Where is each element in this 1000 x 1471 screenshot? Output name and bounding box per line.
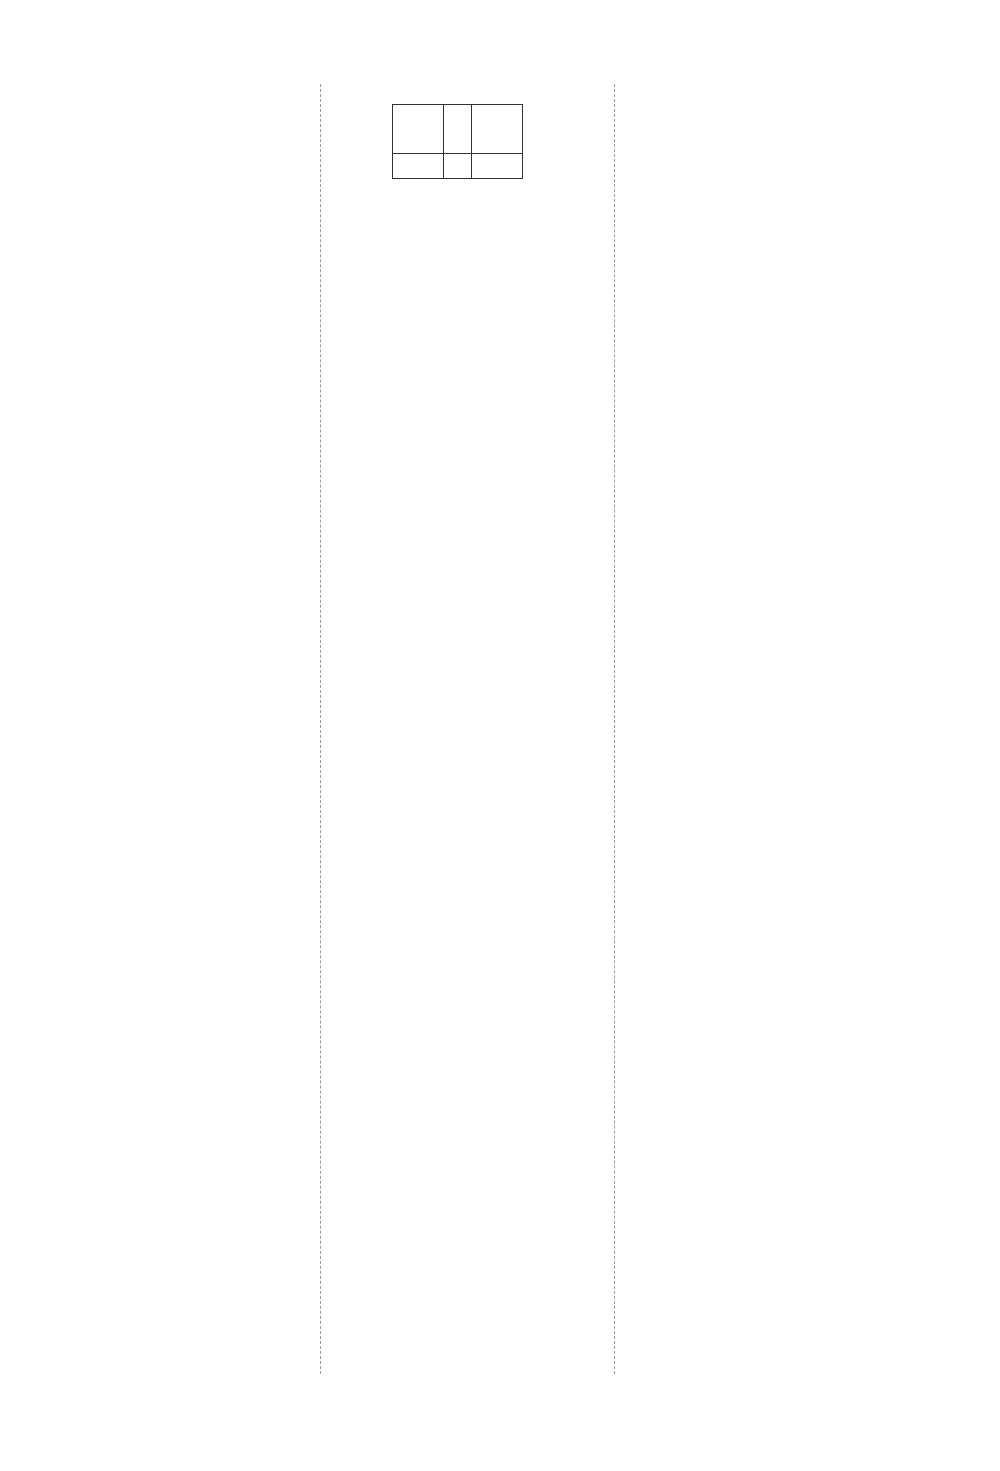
figure-grid bbox=[392, 104, 523, 179]
answer-column-middle bbox=[334, 84, 609, 187]
column-divider bbox=[614, 84, 615, 1374]
square-figure bbox=[374, 90, 609, 179]
column-divider bbox=[320, 84, 321, 1374]
